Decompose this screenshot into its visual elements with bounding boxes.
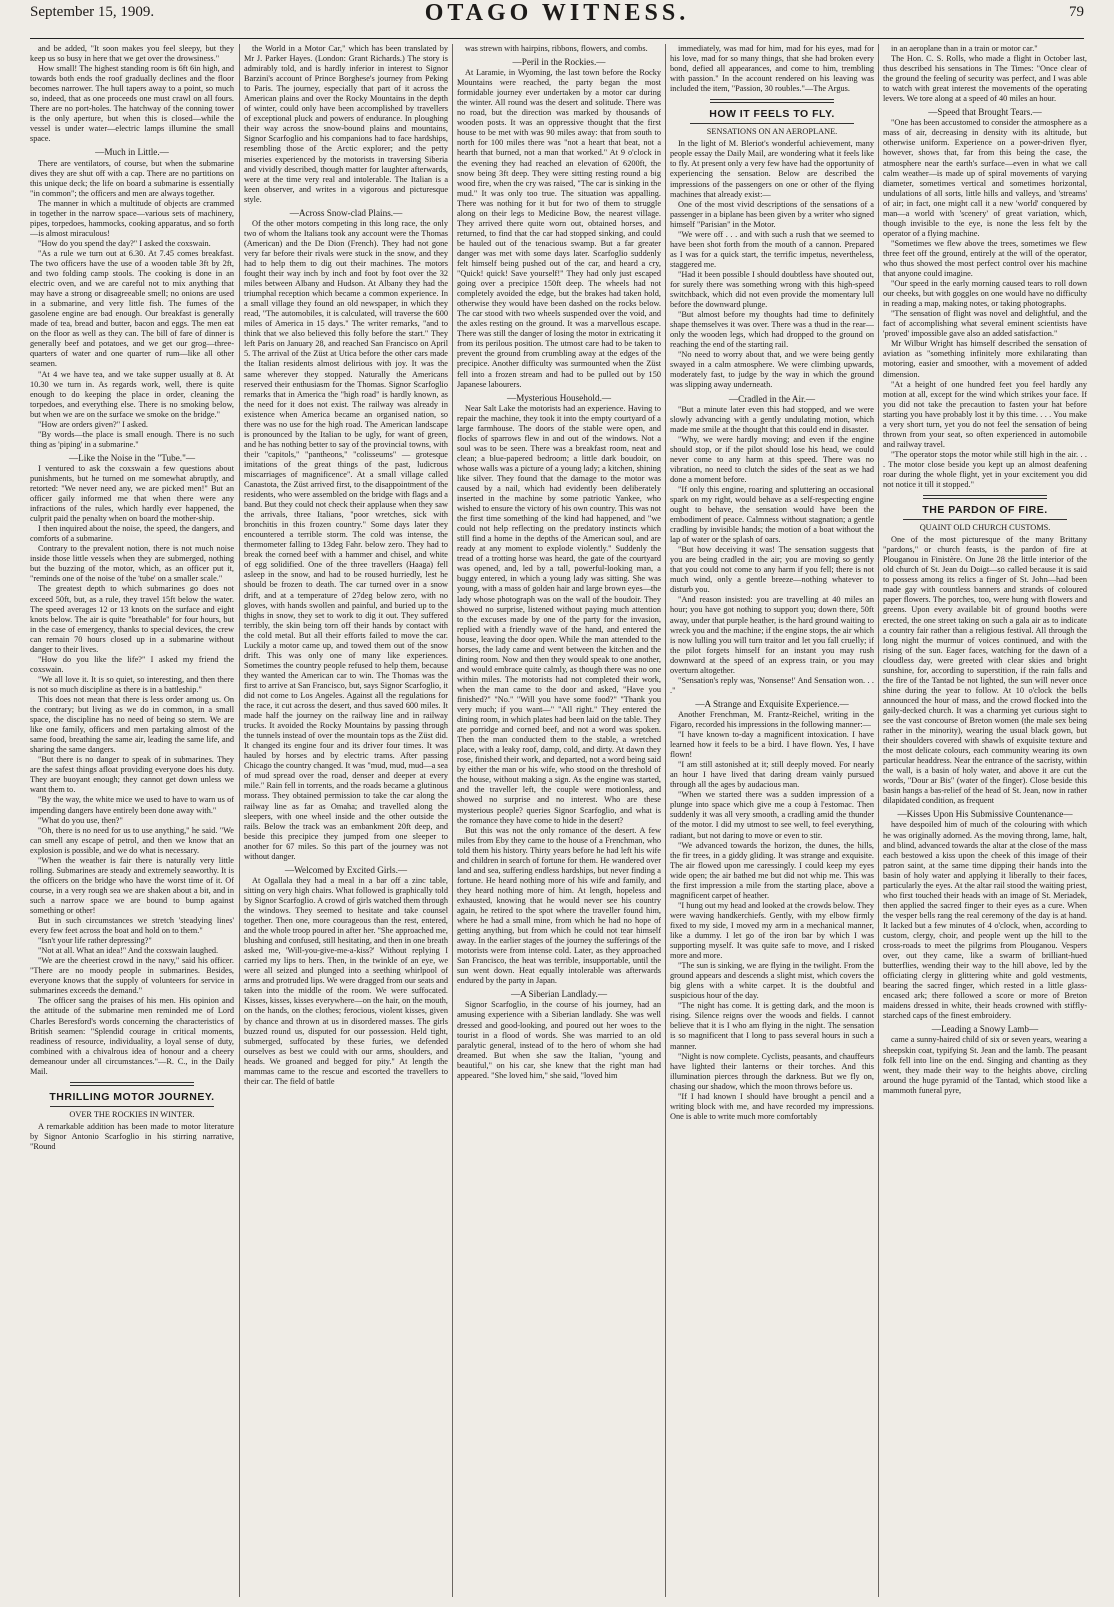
paragraph: I then inquired about the noise, the speed, the dangers, and comforts of a submarine. [30,524,234,544]
paragraph: "We were off . . . and with such a rush that we seemed to have been shot forth from the mouth of a cannon. Prepared as I was for a quick start, the terrific impetus, nevertheless, staggered me. [670,229,874,269]
paragraph: "If only this engine, roaring and spluttering an occasional spark on my right, would behave as a self-respecting engine ought to behave, the sensation would have been the embodiment of peace. Calmness without stagnation; a gentle cradling by invisible hands; the motion of a boat without the lap of water or the splash of oars. [670,484,874,545]
paragraph: "But a minute later even this had stopped, and we were slowly advancing with a gently undulating motion, which made me smile at the thought that this could end in disaster. [670,404,874,434]
paragraph: One of the most vivid descriptions of the sensations of a passenger in a biplane has been given by a writer who signed himself "Parisian" in the Motor. [670,199,874,229]
headline: THRILLING MOTOR JOURNEY. [49,1090,215,1103]
paragraph: In the light of M. Bleriot's wonderful achievement, many people essay the Daily Mail, are wondering what it feels like to fly. At present only a very few have had the opportunity of experiencing the sensation. Below are described the impressions of the passengers on one or other of the flying machines that already exist:— [670,139,874,199]
paragraph: "We are the cheeriest crowd in the navy," said his officer. "There are no moody people in submarines. Besides, everyone knows that the supply of volunteers for service in submarines exceeds the demand." [30,956,234,996]
paragraph: "How do you like the life?" I asked my friend the coxswain. [30,654,234,674]
paragraph: "By words—the place is small enough. There is no such thing as 'piping' in a submarine." [30,429,234,449]
column-2 [244,44,448,1601]
paragraph: "But there is no danger to speak of in submarines. They are the safest things afloat providing everyone does his duty. They are buoyant enough; they cannot get down unless we want them to. [30,755,234,795]
paragraph: The officer sang the praises of his men. His opinion and the attitude of the submarine men reminded me of Lord Charles Beresford's words concerning the characteristics of British seamen: "Splendid courage in critical moments, readiness of resource, individuality, a loyal sense of duty, combined with a chivalrous idea of honour and a cheery demeanour under all circumstances."—R. C., in the Daily Mail. [30,996,234,1076]
paragraph: "How are orders given?" I asked. [38,419,148,429]
subheading: —Like the Noise in the "Tube."— [68,452,196,463]
sub-headline: SENSATIONS ON AN AEROPLANE. [706,127,838,137]
subheading: —Much in Little.— [95,147,169,158]
paragraph: "One has been accustomed to consider the atmosphere as a mass of air, decreasing in density with its altitude, but otherwise uniform. Experience on a power-driven flyer, however, shows that, far from this being the case, the atmosphere near the earth's surface—even in what we call calm weather—is made up of spiral movements of varying diameter, sometimes vertical and sometimes horizontal, undulations of all sorts, little hills and valleys, and 'streams' of air; in fact, one might call it a new 'world' conquered by man—a world with 'scenery' of great variation, which, though invisible to the eye, is none the less felt by the operator of a flying machine. [883,118,1087,238]
paragraph: "The sensation of flight was novel and delightful, and the fact of accomplishing what several eminent scientists have 'proved' impossible gave also an added satisfaction." [883,309,1087,339]
subheading: —A Siberian Landlady.— [510,989,608,1000]
paragraph: There are ventilators, of course, but when the submarine dives they are shut off with a cap. There are no partitions on this unique deck; the life on board a submarine is essentially "in common"; the officers and men are always together. [30,158,234,198]
paragraph: "No need to worry about that, and we were being gently swayed in a calm atmosphere. We were climbing upwards, moderately fast, to judge by the way in which the ground was slipping away underneath. [670,350,874,390]
subheading: —Welcomed by Excited Girls.— [284,864,408,875]
sub-headline: OVER THE ROCKIES IN WINTER. [69,1109,195,1119]
paragraph: "How do you spend the day?" I asked the coxswain. [38,238,211,248]
page-number: 79 [1069,4,1084,20]
newspaper-title: OTAGO WITNESS. [424,0,690,26]
paragraph: But in such circumstances we stretch 'steadying lines' every few feet across the boat and hold on to them." [30,916,234,936]
paragraph: The Hon. C. S. Rolls, who made a flight in October last, thus described his sensations in The Times: "Once clear of the ground the feeling of security was perfect, and I was able to watch with great interest the movements of the operating levers. We tore along at a speed of 40 miles an hour. [883,54,1087,104]
paragraph: "I am still astonished at it; still deeply moved. For nearly an hour I have lived that daring dream vainly pursued through all the ages by audacious man. [670,760,874,790]
paragraph: I ventured to ask the coxswain a few questions about punishments, but he turned on me somewhat abruptly, and retorted: "We never need any, we are picked men!" But an officer gaily informed me that when there were any infractions of the rules, which hardly ever happened, the culprit paid the penalty when on board the mother-ship. [30,463,234,524]
paragraph: came a sunny-haired child of six or seven years, wearing a sheepskin coat, typifying St. Jean and the lamb. The peasant folk fell into line on the end. Singing and chanting as they went, they made their way to the heights above, circling around the huge pyramid of the Tantad, which stood like a mammoth funeral pyre, [883,1035,1087,1095]
paragraph: "I hung out my head and looked at the crowds below. They were waving handkerchiefs. Gently, with my elbow firmly fixed to my side, I moved my arm in a mechanical manner, like a dummy. I let go of the iron bar by which I was supporting myself. It was quite safe to move, and I risked more and more. [670,900,874,961]
paragraph: The manner in which a multitude of objects are crammed in together in the narrow space—various sets of machinery, pipes, torpedoes, hammocks, cooking apparatus, and so forth—is almost miraculous! [30,198,234,238]
paragraph: "Why, we were hardly moving; and even if the engine should stop, or if the pilot should lose his head, we could never come to any harm at this speed. There was no vibration, no need to clutch the sides of the seat as we had done a moment before. [670,434,874,484]
paragraph: Another Frenchman, M. Frantz-Reichel, writing in the Figaro, recorded his impressions in the following manner:— [670,709,874,729]
headline: HOW IT FEELS TO FLY. [709,108,835,121]
article-separator [710,99,834,103]
paragraph: the World in a Motor Car," which has been translated by Mr J. Parker Hayes. (London: Grant Richards.) The story is admirably told, and is hardly inferior in interest to Signor Barzini's account of Prince Borghese's journey from Peking to Paris. The journey, especially that part of it across the American plains and over the Rocky Mountains in the depth of winter, could only have been accomplished by travellers of exceptional pluck and powers of endurance. In ploughing their way across the snow-bound plains and mountains, Signor Scarfoglio and his companions had to face hardships, resembling those of the Arctic explorer; and the petty miseries experienced by the motorists in traversing Siberia and vividly described, though matter for laughter afterwards, were at the time very real and intolerable. The Italian is a keen observer, and writes in a vigorous and picturesque style. [244,44,448,204]
article-separator [70,1082,194,1086]
paragraph: and be added, "It soon makes you feel sleepy, but they keep us so busy in here that we get over the drowsiness." [30,44,234,64]
column-5 [883,44,1087,1601]
column-divider [665,44,666,1597]
issue-date: September 15, 1909. [30,4,155,20]
paragraph: "The sun is sinking, we are flying in the twilight. From the ground appears and descends a slight mist, which covers the big glens with a white carpet. It is the doubtful and suspicious hour of the day. [670,961,874,1001]
paragraph: "But almost before my thoughts had time to definitely shape themselves it was over. There was a thud in the rear—only the wooden legs, which had dropped to the ground on reaching the end of the starting rail. [670,310,874,350]
paragraph: Mr Wilbur Wright has himself described the sensation of aviation as "something infinitely more exhilarating than motoring, easier and smoother, with a movement of added dimension. [883,339,1087,379]
paragraph: "When the weather is fair there is naturally very little rolling. Submarines are steady and extremely seaworthy. It is the officers on the bridge who have the worst time of it. Of course, in a very rough sea we are shaken about a bit, and in such a narrow space we are bound to bump against something or other! [30,855,234,915]
paragraph: Of the other motors competing in this long race, the only two of whom the Italians took any account were the Thomas (American) and the De Dion (French). They had not gone very far before their rivals were stuck in the snow, and they had to help them to dig out their machines. The motors fought their way inch by inch and foot by foot over the 32 miles between Albany and Hudson. At Albany they had the triumphal reception which became a common experience. In a small village they found an old newspaper, in which they read, "The automobiles, it is calculated, will traverse the 600 miles of America in 15 days." The writer remarks, "and to think that we also believed this folly before the start." They left Paris on January 28, and reached San Francisco on April 5. The arrival of the Züst at Utica before the other cars made the Italian residents almost delirious with joy. It was the same wherever they stopped. Naturally the Americans reserved their enthusiasm for the Thomas. Signor Scarfoglio remarks that in America the "high road" is hardly known, as the need for it does not exist. The railway was already in existence when America became an organised nation, so there was no use for the high road. The American landscape is pronounced by the Italian to be ugly, for want of green, and he has nothing better to say of the provincial towns, with their "capitols," "pantheons," "colisseums" — grotesque imitations of the great things of the past, ludicrous miscarriages of magnificence". At a small village called Canastota, the Züst arrived first, to the disappointment of the residents, who were assembled on the bridge with flags and a band. But they could not check their applause when they saw the arrivals, three Italians, "poor wretches, sick with bronchitis in this frozen country." Some days later they encountered a terrible storm. The cold was intense, the thermometer falling to 13deg Fahr. below zero. They had to break the corned beef with a hammer and chisel, and white of egg solidified. One of the three travellers (Haaga) fell asleep in the snow, and had to be roused hurriedly, lest he should be frozen to death. The car turned over in a snow drift, and at a temperature of 27deg below zero, with no gloves, with hands swollen and painful, and buried up to the thighs in snow, they set to work to dig it out. They suffered terribly, the skin being torn off their hands by contact with the cold metal. But all their efforts failed to move the car. Luckily a motor came up, and towed them out of the snow drift. This was only one of many like experiences. Sometimes the country people refused to help them, because they wanted the American car to win. The Thomas was the first to arrive at San Francisco, but, says Signor Scarfoglio, it did not come to Los Angeles. Against all the regulations for the race, it cut across the desert, and thus saved 600 miles. It made half the journey on the railway line and in railway trucks. It avoided the Rocky Mountains by passing through the tunnels instead of over the mountain tops as the Züst did. It changed its engine four and its driver four times. It was hauled by horses and by electric trams. After passing Chicago the country changed. It was "mud, mud, mud—a sea of mud spread over the road, denser and deeper at every mile." Rain fell in torrents, and the roads became a glutinous morass. They obtained permission to take the car along the railway line as far as Omaha; and travelled along the sleepers, with one wheel inside and the other outside the rails. Below the track was an embankment 20ft deep, and beside this precipice they jumped from one sleeper to another for 67 miles. So this part of the journey was not without danger. [244,218,448,861]
column-3 [457,44,661,1601]
paragraph: "If I had known I should have brought a pencil and a writing block with me, and have recorded my impressions. One is able to write much more comfortably [670,1091,874,1121]
headline-rule [903,519,1067,520]
headline-rule [50,1106,214,1107]
paragraph: "We advanced towards the horizon, the dunes, the hills, the fir trees, in a giddy gliding. It was strange and exquisite. The air flowed upon me caressingly. I could keep my eyes wide open; the air bathed me but did not whip me. This was the first impression a mile from the starting place, above a magnificent carpet of heather. [670,840,874,900]
paragraph: "The operator stops the motor while still high in the air. . . . The motor close beside you kept up an almost deafening roar during the whole flight, yet in your excitement you did not notice it till it stopped." [883,449,1087,490]
paragraph: "And reason insisted: you are travelling at 40 miles an hour; you have got nothing to support you; down there, 50ft away, under that purple heather, is the hard ground waiting to wreck you and the machine; if the engine stops, the air which is now lulling you will turn traitor and let you fall cruelly; if the pilot forgets himself for an instant you may rush downward at the speed of an express train, or you may overturn altogether. [670,595,874,675]
article-separator [923,495,1047,499]
column-divider [878,44,879,1597]
paragraph: "The night has come. It is getting dark, and the moon is rising. Silence reigns over the woods and fields. I cannot believe that it is I who am flying in the night. The sensation is so magnificent that I long to pass several hours in such a manner. [670,1001,874,1051]
column-divider [239,44,240,1597]
paragraph: was strewn with hairpins, ribbons, flowers, and combs. [465,44,648,53]
paragraph: How small! The highest standing room is 6ft 6in high, and towards both ends the roof gradually declines and the floor becomes narrower. The hull tapers away to a point, so much so, indeed, that as one proceeds one must crawl on all fours. There are no port-holes. The hatchway of the conning tower is the only aperture, but when this is closed—while the vessel is under water—electric lamps illumine the small space. [30,64,234,144]
paragraph: "Night is now complete. Cyclists, peasants, and chauffeurs have lighted their lanterns or their torches. And this illumination pierces through the darkness. But we fly on, chasing our shadow, which the moon throws before us. [670,1051,874,1091]
sub-headline: QUAINT OLD CHURCH CUSTOMS. [919,523,1051,533]
paragraph: "I have known to-day a magnificent intoxication. I have learned how it feels to be a bird. I have flown. Yes, I have flown! [670,730,874,760]
paragraph: in an aeroplane than in a train or motor car." [891,44,1038,53]
paragraph: "But how deceiving it was! The sensation suggests that you are being cradled in the air; you are moving so gently that you could not come to any harm if you fell; there is not much wind, only a gentle breeze—nothing whatever to disturb you. [670,545,874,595]
paragraph: "At 4 we have tea, and we take supper usually at 8. At 10.30 we turn in. As regards work, well, there is quite enough to do keeping the place in order, cleaning the torpedoes, and everything else. There is no smoking below, but when we are on the surface we smoke on the bridge." [30,369,234,419]
paragraph: At Laramie, in Wyoming, the last town before the Rocky Mountains were reached, the party began the most formidable journey ever undertaken by a motor car during the winter. All round was the desert and solitude. There was no road, but the direction was marked by thousands of wooden posts. It was an oppressive thought that the first house to be met with was 90 miles away: that from south to north for 100 miles there was "not a heart that beat, not a hearth that burned, not a man that worked." At 9 o'clock in the evening they had reached an elevation of 6200ft, the snow being 3ft deep. They were sitting resting round a big wood fire, when the cry was raised, "The car is sinking in the mud." It was only too true. The situation was appalling. There was nothing for it but for two of them to struggle along on their legs to Medicine Bow, the nearest village. They arrived there quite worn out, obtained horses, and returned, to find that the car had stopped sinking, and could be hauled out of the tenacious swamp. But a far greater danger was met with some days later. Scarfoglio suddenly felt himself being pushed out of the car, and heard a cry, "Quick! quick! Save yourself!" They had only just escaped going over a precipice 150ft deep. The wheels had not completely avoided the edge, but the brakes had taken hold, otherwise they would have been dashed on the rocks below. The car stood with two wheels suspended over the void, and the axles resting on the ground. It was a marvellous escape. There was still the danger of losing the motor in extricating it from its perilous position. The utmost care had to be taken to prevent the ground from crumbling away at the edges of the precipice. Another difficulty was surmounted when the Züst fell into a frozen stream and had to be pulled out by 150 Japanese labourers. [457,68,661,389]
paragraph: "Sometimes we flew above the trees, sometimes we flew three feet off the ground, entirely at the will of the operator, who thus showed the most perfect control over his machine that anyone could imagine. [883,238,1087,279]
paragraph: "When we started there was a sudden impression of a plunge into space which give me a coup à l'estomac. Then suddenly it was all very smooth, a cradling amid the thunder of the motor. I did my utmost to see well, to feel everything, radiant, but not daring to move or even to stir. [670,790,874,840]
subheading: —Kisses Upon His Submissive Countenance— [897,809,1073,820]
headline: THE PARDON OF FIRE. [922,504,1048,517]
paragraph: "Had it been possible I should doubtless have shouted out, for surely there was something wrong with this high-speed switchback, which did not even provide the momentary lull before the downward plunge. [670,269,874,310]
headline-rule [690,123,854,124]
subheading: —Cradled in the Air.— [728,393,816,404]
subheading: —Leading a Snowy Lamb— [931,1024,1039,1035]
paragraph: have despoiled him of much of the colouring with which he was originally adorned. As the moving throng, lame, halt, and blind, advanced towards the altar at the close of the mass each bestowed a kiss upon the cheek of this image of their patron saint, at the same time dipping their hands into the basin of holy water and applying it liberally to their faces, particularly the eyes. At the altar rail stood the waiting priest, who first touched their heads with an image of St. Meriadek, then applied the sacred finger to their eyes as a cure. When the vesper bells rang the real ceremony of the day is at hand. It lacked but a few minutes of 4 o'clock, when, according to custom, clergy, choir, and people went up the hill to the cross-roads to meet the pilgrims from Plouganou. Vespers over, out they came, like a swarm of brilliant-hued butterflies, wending their way to the hill above, led by the officiating clergy in glittering white and gold vestments, bearing the sacred finger, which rested in a little glass-encased ark; there followed a score or more of Breton maidens dressed in white, their heads crowned with stiffly-starched caps of the finest embroidery. [883,820,1087,1021]
paragraph: Contrary to the prevalent notion, there is not much noise inside those little vessels when they are submerged, nothing but the buzzing of the motor, which, as an officer put it, "reminds one of the noise of the 'tube' on a smaller scale." [30,544,234,584]
subheading: —Across Snow-clad Plains.— [289,207,403,218]
paragraph: "Isn't your life rather depressing?" [38,936,152,946]
paragraph: Signor Scarfoglio, in the course of his journey, had an amusing experience with a Siberian landlady. She was well dressed and good-looking, and poured out her woes to the tourist in a flood of words. She was married to an old paralytic general, instead of to the hero of whom she had dreamed. But when she saw the Italian, "young and beautiful," on his car, she knew that the right man had appeared. "She loved him," she said, "loved him [457,1000,661,1080]
paragraph: Near Salt Lake the motorists had an experience. Having to repair the machine, they took it into the empty courtyard of a large farmhouse. The doors of the stable were open, and flocks of sparrows flew in and out of the windows. Not a soul was to be seen. There was a breakfast room, neat and clean; a blue-papered bedroom; a little dark boudoir, on whose walls was a picture of a young lady; a kitchen, shining like silver. They found that the damage to the motor was caused by a nail, which had evidently been deliberately inserted in the machine by some patriotic Yankee, who wished to ensure the victory of his own country. This was not the first time something of the kind had happened, and "we could not help reflecting on the predatory instincts which still find a home in the depths of the American soul, and are ready at any moment to explode violently." Suddenly the tread of a trotting horse was heard, the gate of the courtyard was opened, and, led by a tall, powerful-looking man, a buggy entered, in which a young lady was sitting. She was young, with a mass of golden hair and large brown eyes—the lady whose photograph was on the wall of the boudoir. They showed no surprise, listened without paying much attention to the excuses made by one of the party for the invasion, replied with a friendly wave of the hand, and entered the house, leaving the door open. While the man attended to the horses, the lady came and went between the kitchen and the dining room. Now and then they would speak to one another, and would embrace quite calmly, as though there was no one within miles. The motorists had not completed their work, when the man came to the door and asked, "Have you finished?" "No." "Will you have some food?" "Thank you very much; if you want—" "All right." They entered the dining room, in which plates had been laid on the table. They ate porridge and corned beef, and not a word was spoken. Then the man conducted them to the stable, a wretched place, with a leaky roof, damp, cold, and dirty. At dawn they rose, finished their work, and departed, not a word being said by either the man or his wife, who stood on the threshold of the house, without making a sign. As the engine was started, and the traveller left, the couple were motionless, and showed no surprise and no interest. Who are these mysterious people? queries Signor Scarfoglio, and what is the romance they have come to hide in the desert? [457,403,661,825]
paragraph: At Ogallala they had a meal in a bar off a zinc table, sitting on very high chairs. What followed is graphically told by Signor Scarfoglio. A crowd of girls watched them through the windows. They seemed to hesitate and take counsel together. Then one, more courageous than the rest, entered, and the whole troop poured in after her. "She approached me, blushing and confused, still hesitating, and then in one breath asked me, 'Will-you-give-me-a-kiss?' Without replying I carried my lips to hers. Then, in the twinkle of an eye, we were all seized and plunged into a seething whirlpool of arms and protruded lips. We were dragged from our seats and taken into the middle of the room. We were suffocated. Kisses, kisses, kisses everywhere—on the hair, on the mouth, on the hands, on the clothes; ferocious, violent kisses, given by chance and thrown at us in disordered masses. The girls buzzed round us, disputed for our possession. Held tight, submerged, suffocated by these furies, we defended ourselves as best we could with our arms, shoulders, and heads. We groaned and begged for pity." At length the mammas came to the rescue and escorted the travellers to their car. The field of battle [244,875,448,1086]
paragraph: This does not mean that there is less order among us. On the contrary; but living as we do in common, in a small space, the discipline has no need of being so stern. We are like one family, officers and men partaking almost of the same food, breathing the same air, leading the same life, and sharing the same dangers. [30,695,234,755]
subheading: —Mysterious Household.— [506,392,612,403]
paragraph: "Oh, there is no need for us to use anything," he said. "We can smell any escape of petrol, and then we know that an explosion is possible, and we do what is necessary. [30,825,234,855]
masthead [30,0,1084,39]
paragraph: "What do you use, then?" [38,815,123,825]
subheading: —Speed that Brought Tears.— [928,107,1042,118]
paragraph: "Our speed in the early morning caused tears to roll down our cheeks, but with goggles on one would have no difficulty in reading a map, making notes, or taking photographs. [883,279,1087,309]
column-divider [452,44,453,1597]
paragraph: "At a height of one hundred feet you feel hardly any motion at all, except for the wind which strikes your face. If you did not take the precaution to fasten your hat before starting you have probably lost it by this time. . . . You make a very short turn, yet you do not feel the sensation of being thrown from your seat, so often experienced in automobile and railway travel. [883,379,1087,449]
paragraph: "Sensation's reply was, 'Nonsense!' And Sensation won. . . ." [670,675,874,695]
paragraph: immediately, was mad for him, mad for his eyes, mad for his love, mad for so many things, that she had broken every bond, defied all appearances, and come to him, trembling with passion." In the account rendered on his leaving was included the item, "Passion, 30 roubles."—The Argus. [670,44,874,94]
subheading: —Peril in the Rockies.— [512,57,606,68]
paragraph: One of the most picturesque of the many Brittany "pardons," or church feasts, is the pardon of fire at Plouganou in Finistère. On June 28 the little interior of the old church of St. Jean du Doigt—so called because it is said to possess among its relics a finger of St. John—had been made gay with countless banners and strands of coloured paper flowers. The porches, too, were hung with flowers and greens. Upon every available bit of ground booths were erected, the one street taking on such a gala air as to indicate a country fair rather than a religious festival. All through the long night the murmur of voices continued, and with the rising of the sun. Eager faces, watching for the dawn of a cloudless day, were greeted with clear skies and bright sunshine, for, according to superstition, if the rain falls and the fire of the Tantad be not lighted, the sun will never once shine during the year to follow. At 10 o'clock the bells announced the hour of mass, and the crowd flocked into the gaily-decked church. It was a charming yet curious sight to see the vast concourse of Breton women (the male sex being rather in the minority), wearing the usual black gown, but their shoulders covered with shawls of exquisite texture and the most delicate colours, each community wearing its own particular headdress. Near the entrance of the sacristy, within the wall, is a basin of holy water, and above it are cut the words, "Dour ar Bis" (water of the finger). Close beside this basin hangs a bas-relief of the head of St. Jean, now in rather dilapidated condition, as frequent [883,535,1087,806]
paragraph: But this was not the only romance of the desert. A few miles from Eby they came to the house of a Frenchman, who told them his history. Thirty years before he had left his wife and children in search of fortune for them. He wandered over land and sea, suffering endless hardships, but never finding a fortune. He heard nothing more of his wife and family, and they heard nothing more of him. At length, hopeless and exhausted, knowing that he would never see his country again, he retired to the spot where the traveller found him, where he had a small mine, from which he had no hope of getting anything, but from which he could not tear himself away. In the earlier stages of the journey the sufferings of the motorists were from intense cold. Later, as they approached San Francisco, the heat was terrible, insupportable, until the sun went down. Heat equally intolerable was afterwards endured by the party in Japan. [457,825,661,986]
paragraph: "By the way, the white mice we used to have to warn us of impending dangers have entirely been done away with." [30,795,234,815]
subheading: —A Strange and Exquisite Experience.— [695,698,849,709]
paragraph: "As a rule we turn out at 6.30. At 7.45 comes breakfast. The two officers have the use of a wooden table 3ft by 2ft, and two folding camp stools. The cooking is done in an electric oven, and we are careful not to mix anything that may have a strong or disagreeable smell; no onions are used in a submarine, and very little fish. The fumes of the gasolene engine are bad enough. Our breakfast is generally made of tea, bread and butter, bacon and eggs. The men eat on the floor as well as they can. The bill of fare of dinner is generally beef and potatoes, and we get our grog—three-quarters of water and one quarter of rum—like all other seamen. [30,248,234,369]
column-1 [30,44,234,1601]
paragraph: A remarkable addition has been made to motor literature by Signor Antonio Scarfoglio in his stirring narrative, "Round [30,1121,234,1151]
paragraph: "We all love it. It is so quiet, so interesting, and then there is not so much discipline as there is in a battleship." [30,674,234,694]
paragraph: "Not at all. What an idea!" And the coxswain laughed. [38,946,219,956]
paragraph: The greatest depth to which submarines go does not exceed 50ft, but, as a rule, they travel 15ft below the water. The speed averages 12 or 13 knots on the surface and eight knots below. The air is quite "breathable" for four hours, but in the case of emergency, thanks to special devices, the crew can remain 70 hours closed up in a submarine without danger to their lives. [30,584,234,654]
column-4 [670,44,874,1601]
